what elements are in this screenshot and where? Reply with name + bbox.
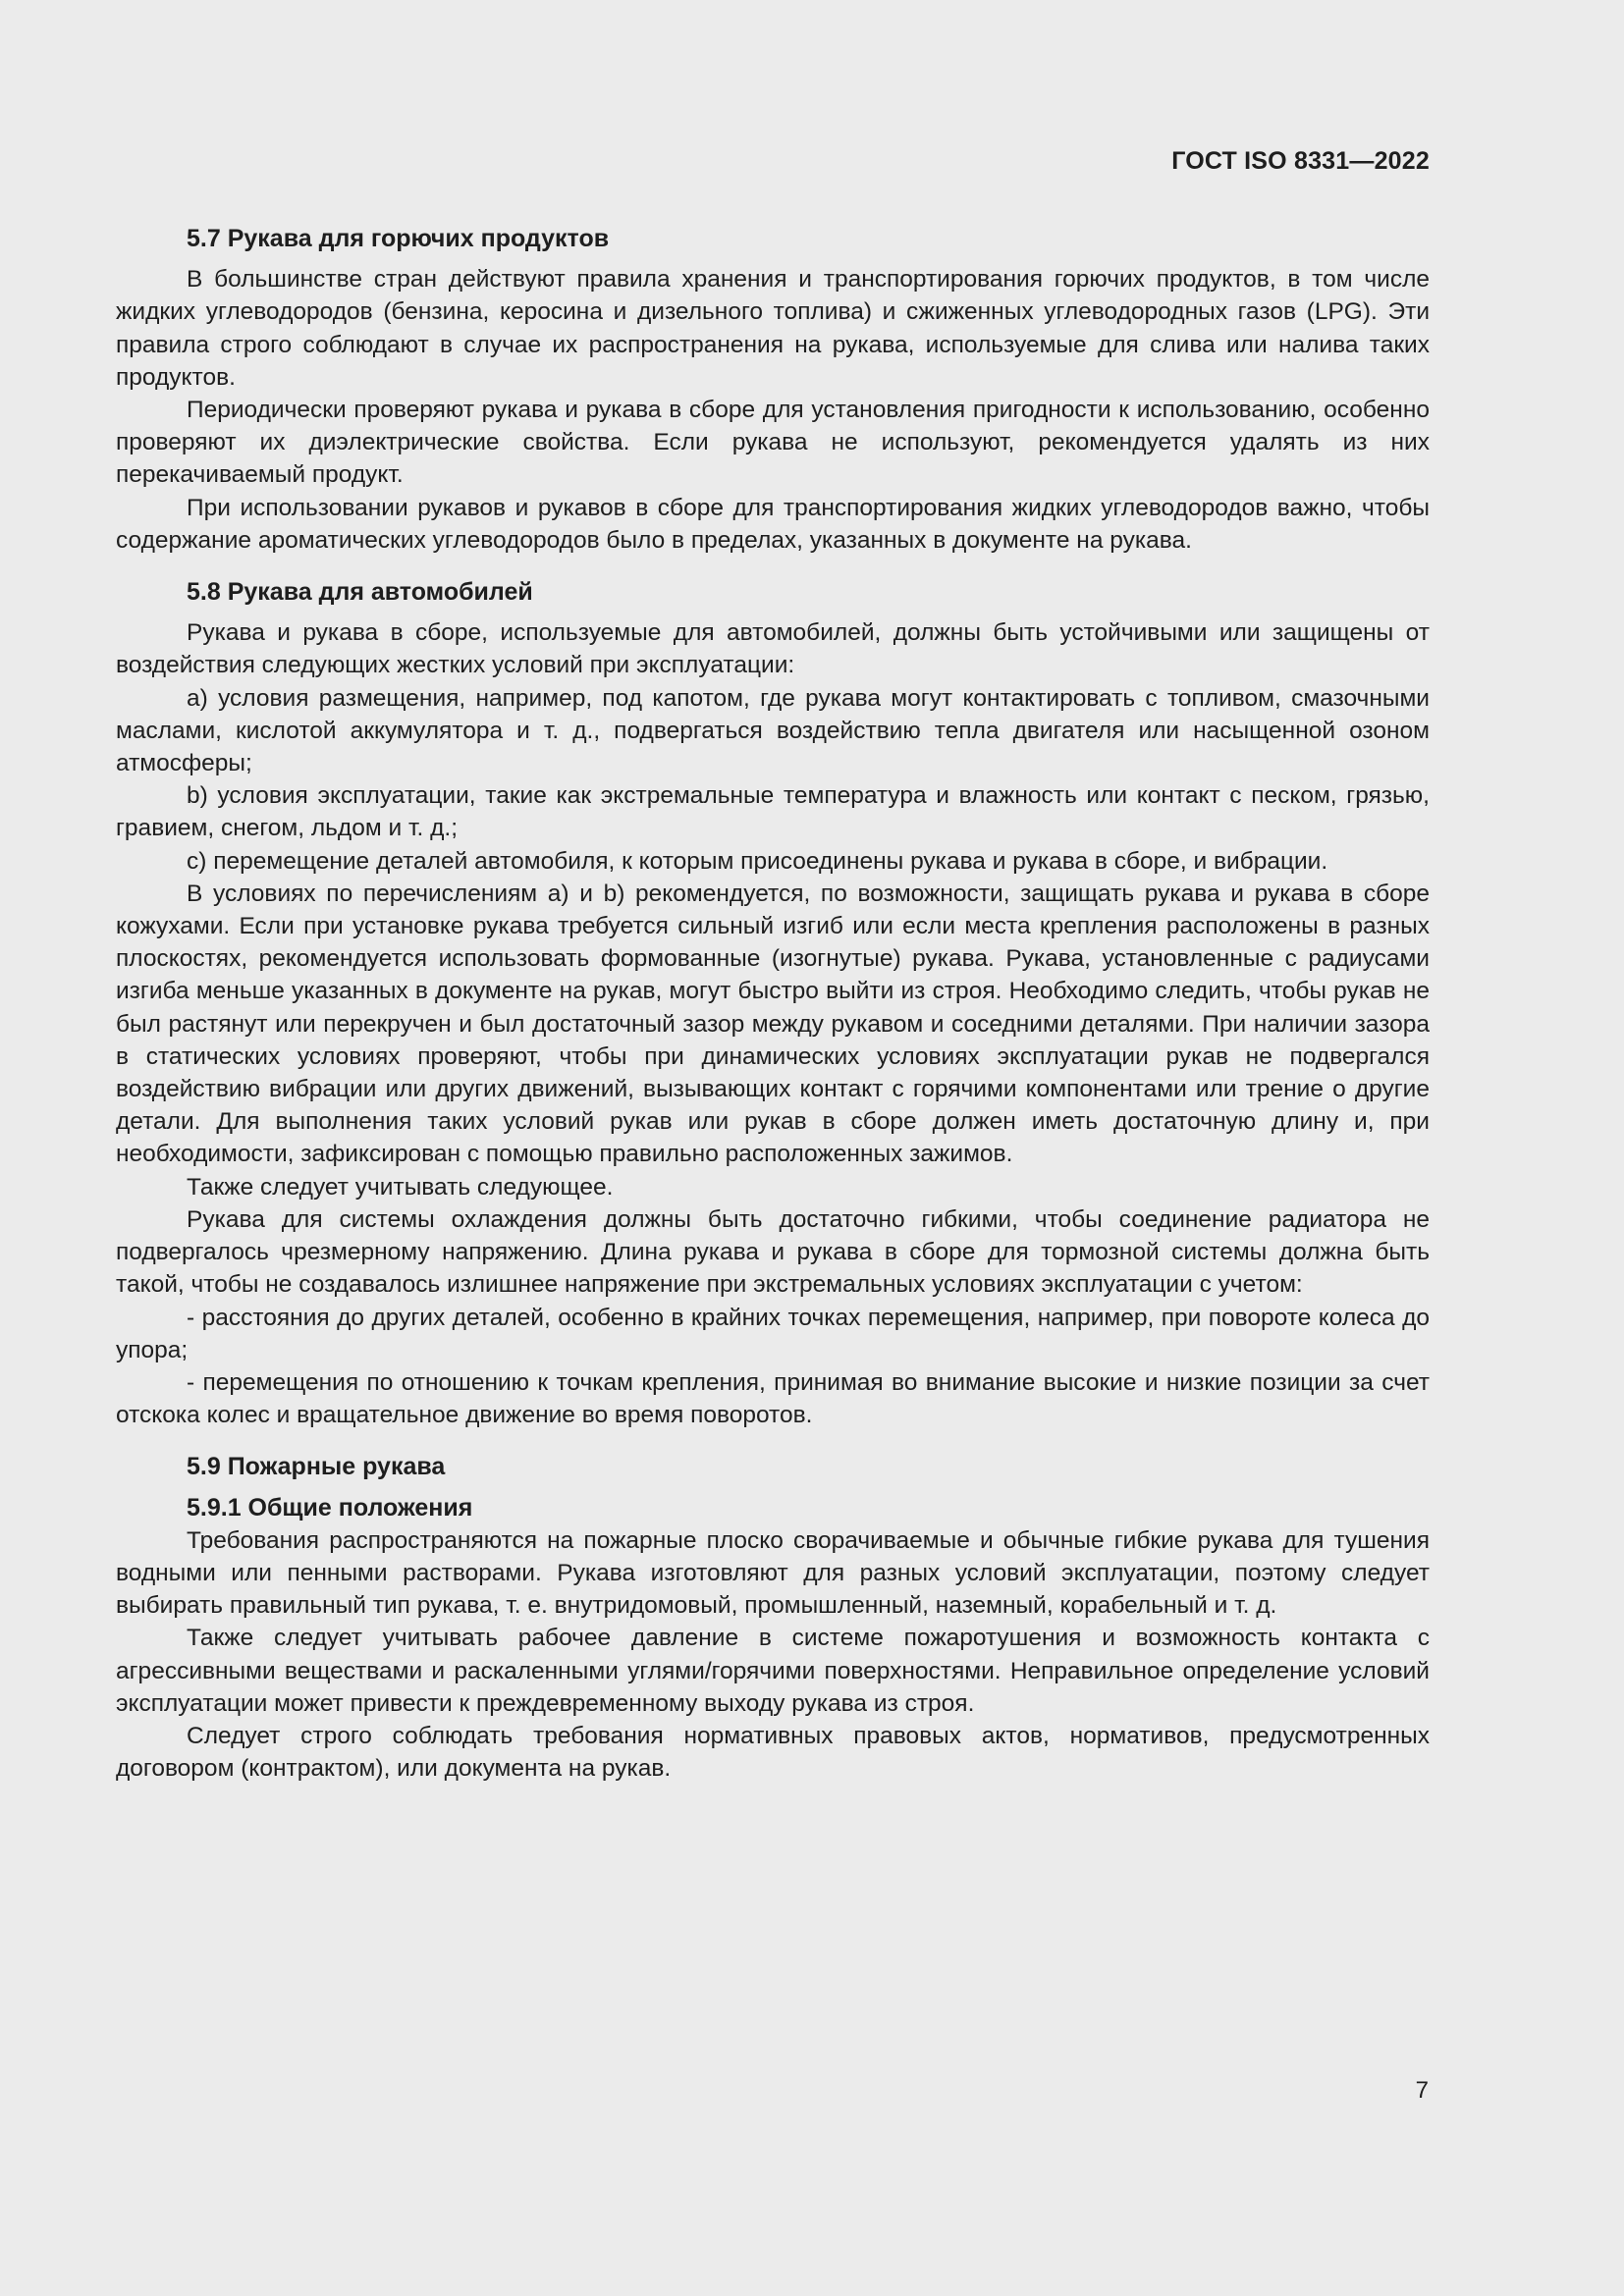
- list-item: b) условия эксплуатации, такие как экстремальные температура и влажность или контакт с песком, грязью, гравием, снегом, льдом и т. д.;: [116, 782, 1430, 842]
- paragraph: Также следует учитывать следующее.: [187, 1173, 614, 1201]
- list-item: - расстояния до других деталей, особенно в крайних точках перемещения, например, при повороте колеса до упора;: [116, 1304, 1430, 1363]
- paragraph: Следует строго соблюдать требования нормативных правовых актов, нормативов, предусмотренных договором (контрактом), или документа на рукав.: [116, 1722, 1430, 1783]
- list-item: - перемещения по отношению к точкам крепления, принимая во внимание высокие и низкие позиции за счет отскока колес и вращательное движение во время поворотов.: [116, 1368, 1430, 1429]
- paragraph: Рукава для системы охлаждения должны быть достаточно гибкими, чтобы соединение радиатора не подвергалось чрезмерному напряжению. Длина рукава и рукава в сборе для тормозной системы должна быть такой, чтобы не создавалось излишнее напряжение при экстремальных условиях эксплуатации с учетом:: [116, 1205, 1430, 1299]
- paragraph: При использовании рукавов и рукавов в сборе для транспортирования жидких углеводородов важно, чтобы содержание ароматических углеводородов было в пределах, указанных в документе на рукава.: [116, 494, 1430, 554]
- subsection-heading-5-9-1: 5.9.1 Общие положения: [187, 1493, 473, 1522]
- section-heading-5-8: 5.8 Рукава для автомобилей: [187, 578, 533, 607]
- section-heading-5-9: 5.9 Пожарные рукава: [187, 1453, 446, 1481]
- page-number: 7: [1415, 2077, 1429, 2104]
- section-heading-5-7: 5.7 Рукава для горючих продуктов: [187, 225, 610, 252]
- paragraph: В условиях по перечислениям a) и b) рекомендуется, по возможности, защищать рукава и рукава в сборе кожухами. Если при установке рукава требуется сильный изгиб или если места крепления расположены в разных плоскостях, рекомендуется использовать формованные (изогнутые) рукава. Рукава, установленные с радиусами изгиба меньше указанных в документе на рукав, могут быстро выйти из строя. Необходимо следить, чтобы рукав не был растянут или перекручен и был достаточный зазор между рукавом и соседними деталями. При наличии зазора в статических условиях проверяют, чтобы при динамических условиях эксплуатации рукав не подвергался воздействию вибрации или других движений, вызывающих контакт с горячими компонентами или трение о другие детали. Для выполнения таких условий рукав или рукав в сборе должен иметь достаточную длину и, при необходимости, зафиксирован с помощью правильно расположенных зажимов.: [116, 880, 1430, 1168]
- paragraph: Требования распространяются на пожарные плоско сворачиваемые и обычные гибкие рукава для тушения водными или пенными растворами. Рукава изготовляют для разных условий эксплуатации, поэтому следует выбирать правильный тип рукава, т. е. внутридомовый, промышленный, наземный, корабельный и т. д.: [116, 1526, 1430, 1620]
- paragraph: Рукава и рукава в сборе, используемые для автомобилей, должны быть устойчивыми или защищены от воздействия следующих жестких условий при эксплуатации:: [116, 619, 1430, 679]
- list-item: a) условия размещения, например, под капотом, где рукава могут контактировать с топливом, смазочными маслами, кислотой аккумулятора и т. д., подвергаться воздействию тепла двигателя или насыщенной озоном атмосферы;: [116, 684, 1430, 777]
- document-body: [116, 223, 1430, 1785]
- paragraph: Также следует учитывать рабочее давление в системе пожаротушения и возможность контакта с агрессивными веществами и раскаленными углями/горячими поверхностями. Неправильное определение условий эксплуатации может привести к преждевременному выходу рукава из строя.: [116, 1625, 1430, 1717]
- list-item: c) перемещение деталей автомобиля, к которым присоединены рукава и рукава в сборе, и вибрации.: [187, 847, 1328, 875]
- paragraph: В большинстве стран действуют правила хранения и транспортирования горючих продуктов, в том числе жидких углеводородов (бензина, керосина и дизельного топлива) и сжиженных углеводородных газов (LPG). Эти правила строго соблюдают в случае их распространения на рукава, используемые для слива или налива таких продуктов.: [116, 266, 1430, 391]
- paragraph: Периодически проверяют рукава и рукава в сборе для установления пригодности к использованию, особенно проверяют их диэлектрические свойства. Если рукава не используют, рекомендуется удалять из них перекачиваемый продукт.: [116, 397, 1430, 489]
- standard-designation: ГОСТ ISO 8331—2022: [1171, 147, 1430, 175]
